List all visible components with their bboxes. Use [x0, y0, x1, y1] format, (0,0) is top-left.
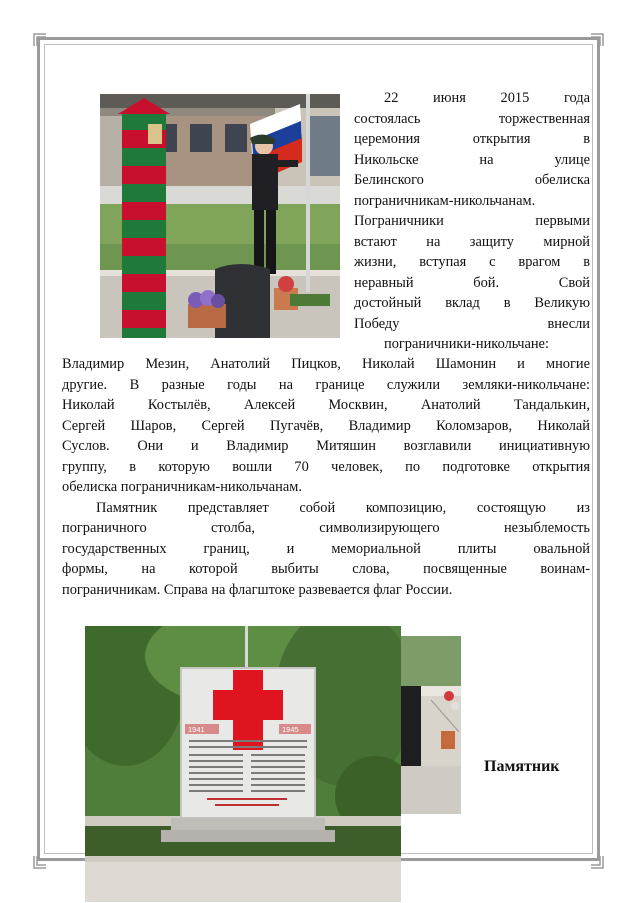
body-line: обелиска пограничникам-никольчанам.	[62, 479, 302, 495]
corner-ornament-bottom-left	[33, 855, 47, 869]
intro-line: Победу внесли	[354, 315, 590, 332]
intro-line: Пограничники первыми	[354, 213, 590, 229]
body-line: группу, в которую вошли 70 человек, по подготовке открытия	[62, 458, 590, 475]
body-line: пограничникам. Справа на флагштоке развевается флаг России.	[62, 581, 453, 598]
intro-line: пограничники-никольчане:	[384, 336, 549, 352]
body-line: Суслов. Они и Владимир Митяшин возглавили инициативную	[62, 438, 590, 454]
corner-ornament-top-right	[590, 33, 604, 47]
body-line: Памятник представляет собой композицию, состоящую из	[96, 499, 590, 516]
body-line: Николай Костылёв, Алексей Москвин, Анатолий Тандалькин,	[62, 397, 590, 413]
photo-caption: Памятник	[484, 758, 560, 775]
intro-line: встают на защиту мирной	[354, 233, 590, 250]
photo-memorial-side-view	[401, 636, 461, 814]
body-text	[62, 354, 590, 600]
photo-border-post-ceremony	[100, 94, 340, 338]
intro-line: неравный бой. Свой	[354, 274, 590, 291]
body-line: Сергей Шаров, Сергей Пугачёв, Владимир Коломзаров, Николай	[62, 417, 590, 434]
intro-line: пограничникам-никольчанам.	[354, 192, 536, 209]
intro-paragraph	[354, 88, 590, 355]
intro-line: состоялась торжественная	[354, 110, 590, 127]
intro-line: Никольске на улице	[354, 151, 590, 168]
body-line: другие. В разные годы на границе служили земляки-никольчане:	[62, 376, 590, 393]
photo-memorial-red-cross	[85, 626, 401, 902]
corner-ornament-top-left	[33, 33, 47, 47]
body-line: формы, на которой выбиты слова, посвященные воинам-	[62, 561, 590, 577]
intro-line: церемония открытия в	[354, 131, 590, 147]
body-line: пограничного столба, символизирующего незыблемость	[62, 520, 590, 536]
body-line: Владимир Мезин, Анатолий Пицков, Николай Шамонин и многие	[62, 356, 590, 372]
body-line: государственных границ, и мемориальной плиты овальной	[62, 540, 590, 557]
intro-line: жизни, вступая с врагом в	[354, 254, 590, 270]
intro-line: 22 июня 2015 года	[384, 90, 590, 106]
corner-ornament-bottom-right	[590, 855, 604, 869]
plaque-year-left: 1941	[188, 725, 205, 734]
plaque-year-right: 1945	[282, 725, 299, 734]
intro-line: достойный вклад в Великую	[354, 295, 590, 311]
intro-line: Белинского обелиска	[354, 172, 590, 188]
